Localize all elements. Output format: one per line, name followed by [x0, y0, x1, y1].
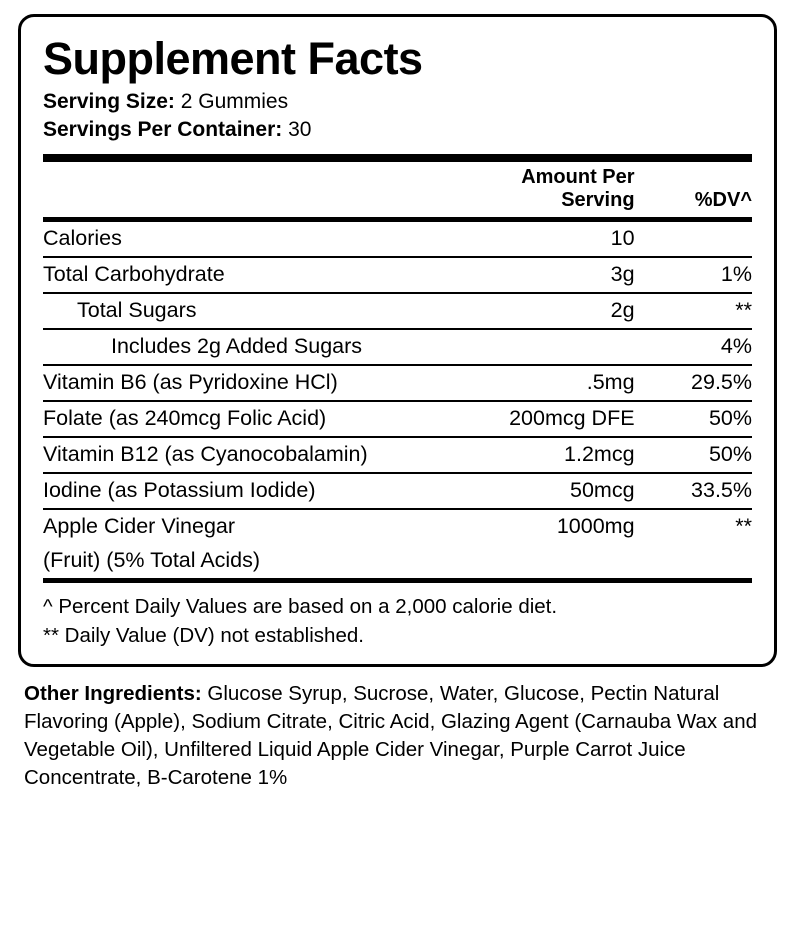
servings-per-container-value: 30 [288, 117, 312, 141]
other-ingredients-label: Other Ingredients: [24, 681, 202, 705]
table-row [43, 365, 752, 401]
row-amount: 10 [610, 225, 635, 250]
table-row [43, 473, 752, 509]
supplement-facts-panel [18, 14, 777, 667]
header-amount-per-serving: Amount Per Serving [521, 165, 635, 211]
row-amount: 1000mg [454, 509, 638, 544]
divider-thick-top [43, 154, 752, 162]
row-amount [454, 329, 638, 365]
row-name: Total Carbohydrate [43, 257, 454, 293]
table-row [43, 509, 752, 544]
row-dv: 29.5% [639, 365, 752, 401]
row-name: Apple Cider Vinegar [43, 509, 454, 544]
serving-size-value: 2 Gummies [180, 90, 289, 114]
row-amount: 2g [454, 293, 638, 329]
row-amount: 200mcg DFE [454, 401, 638, 437]
row-name: Includes 2g Added Sugars [43, 329, 454, 365]
panel-title: Supplement Facts [43, 33, 423, 84]
table-row [43, 544, 752, 578]
row-dv: 50% [639, 437, 752, 473]
row-amount [454, 544, 638, 578]
footnote-daily-value: ^ Percent Daily Values are based on a 2,000 calorie diet. [43, 594, 558, 618]
header-percent-dv: %DV^ [694, 188, 752, 211]
serving-size-line [43, 88, 752, 116]
table-row [43, 293, 752, 329]
row-name: Iodine (as Potassium Iodide) [43, 473, 454, 509]
row-name: Folate (as 240mcg Folic Acid) [43, 401, 454, 437]
servings-per-container-line [43, 116, 752, 144]
row-amount: 1.2mcg [454, 437, 638, 473]
header-blank [43, 162, 454, 217]
row-amount: 3g [454, 257, 638, 293]
serving-size-label: Serving Size: [43, 90, 175, 114]
row-dv: 50% [639, 401, 752, 437]
row-name: Vitamin B12 (as Cyanocobalamin) [43, 437, 454, 473]
other-ingredients [18, 667, 777, 792]
table-row [43, 401, 752, 437]
servings-per-container-label: Servings Per Container: [43, 117, 283, 141]
row-dv [639, 544, 752, 578]
row-dv: ** [639, 293, 752, 329]
table-row [43, 222, 752, 257]
row-dv: ** [639, 509, 752, 544]
table-header-row [43, 162, 752, 217]
row-dv: 4% [639, 329, 752, 365]
table-row [43, 329, 752, 365]
footnote-not-established: ** Daily Value (DV) not established. [43, 623, 364, 647]
row-dv: 1% [639, 257, 752, 293]
row-name: Calories [43, 225, 122, 250]
row-amount: .5mg [454, 365, 638, 401]
other-ingredients-text: Glucose Syrup, Sucrose, Water, Glucose, Pectin Natural Flavoring (Apple), Sodium Citrate, Citric Acid, Glazing Agent (Carnauba Wax and Vegetable Oil), Unfiltered Liquid Apple Cider Vinegar, Purple Carrot Juice Concentrate, B-Carotene 1% [24, 681, 758, 789]
nutrition-table [43, 162, 752, 217]
row-dv [639, 222, 752, 257]
table-row [43, 257, 752, 293]
footnotes [43, 583, 752, 650]
table-row [43, 437, 752, 473]
row-amount: 50mcg [454, 473, 638, 509]
nutrition-rows [43, 222, 752, 578]
row-name: Vitamin B6 (as Pyridoxine HCl) [43, 365, 454, 401]
row-name: (Fruit) (5% Total Acids) [43, 547, 261, 572]
row-dv: 33.5% [639, 473, 752, 509]
row-name: Total Sugars [43, 293, 454, 329]
